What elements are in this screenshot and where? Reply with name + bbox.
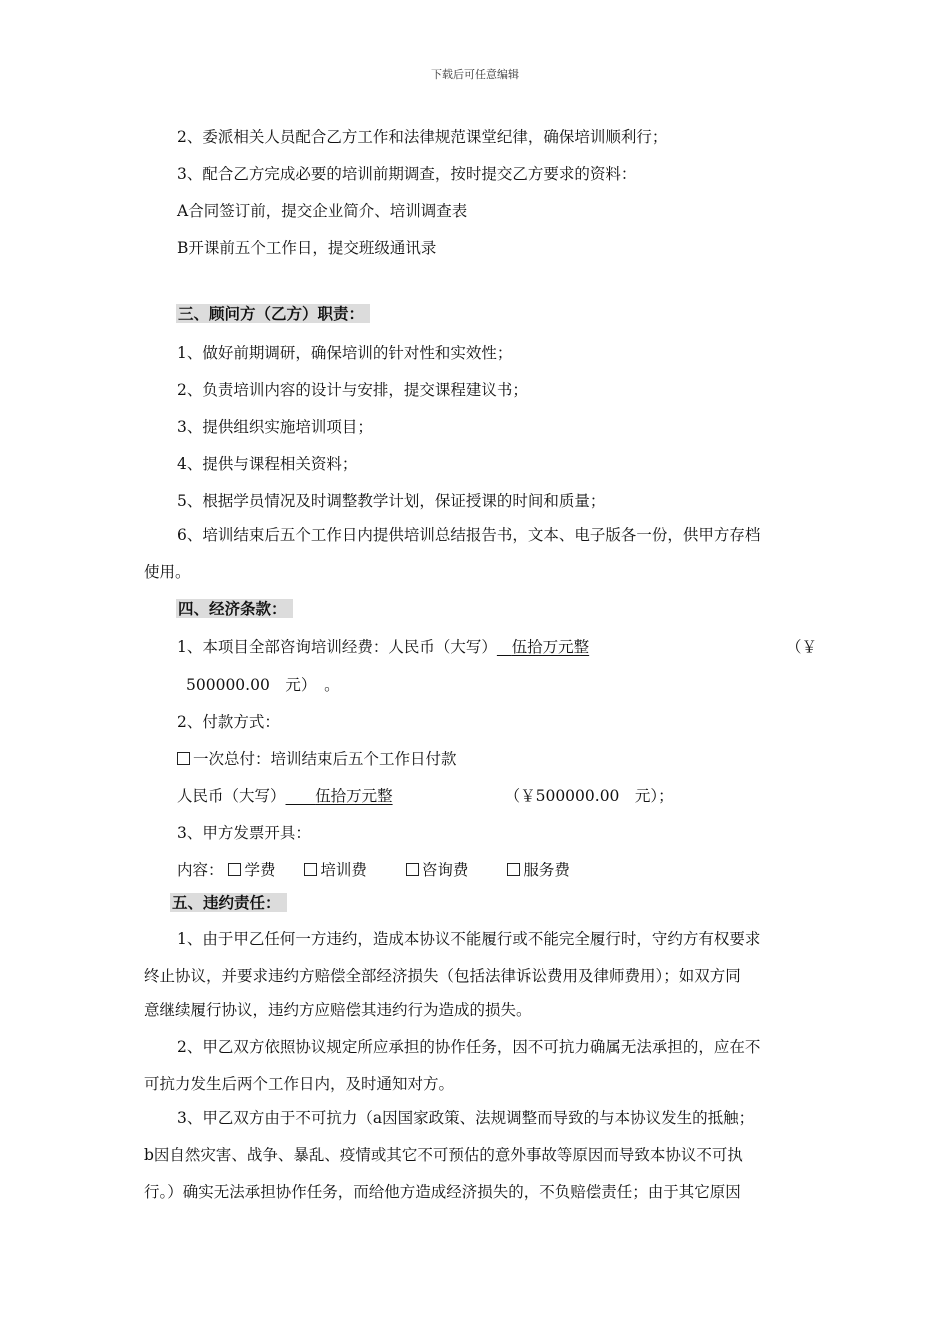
section-3-item-1: 1、做好前期调研，确保培训的针对性和实效性； (177, 344, 513, 362)
lump-sum-option[interactable] (177, 748, 457, 770)
section-5-line-2: 终止协议，并要求违约方赔偿全部经济损失（包括法律诉讼费用及律师费用）；如双方同 (144, 967, 741, 985)
rmb-suffix: （￥500000.00 元）； (504, 787, 674, 805)
lump-sum-text: 一次总付：培训结束后五个工作日付款 (193, 750, 457, 768)
fee-number: 500000.00 元） 。 (186, 676, 340, 694)
invoice-label: 3、甲方发票开具： (177, 824, 311, 842)
section-3-item-3: 3、提供组织实施培训项目； (177, 418, 373, 436)
page-header: 下载后可任意编辑 (431, 68, 519, 81)
invoice-option-service[interactable]: 服务费 (507, 861, 570, 879)
fee-suffix: （￥ (786, 638, 818, 656)
checkbox[interactable] (228, 863, 241, 876)
section-5-line-4: 2、甲乙双方依照协议规定所应承担的协作任务，因不可抗力确属无法承担的，应在不 (177, 1038, 761, 1056)
payment-method-label: 2、付款方式： (177, 713, 280, 731)
checkbox[interactable] (304, 863, 317, 876)
fee-prefix: 1、本项目全部咨询培训经费：人民币（大写） (177, 638, 497, 656)
lump-sum-checkbox[interactable] (177, 752, 190, 765)
party-a-item-2: 2、委派相关人员配合乙方工作和法律规范课堂纪律，确保培训顺利行； (177, 128, 668, 146)
rmb-line (177, 785, 674, 807)
invoice-option-consulting[interactable]: 咨询费 (406, 861, 469, 879)
section-3-item-4: 4、提供与课程相关资料； (177, 455, 358, 473)
section-3-item-2: 2、负责培训内容的设计与安排，提交课程建议书； (177, 381, 528, 399)
section-3-item-5: 5、根据学员情况及时调整教学计划，保证授课的时间和质量； (177, 492, 606, 510)
checkbox[interactable] (406, 863, 419, 876)
checkbox[interactable] (507, 863, 520, 876)
section-5-line-3: 意继续履行协议，违约方应赔偿其违约行为造成的损失。 (144, 1001, 532, 1019)
section-3-item-6: 6、培训结束后五个工作日内提供培训总结报告书，文本、电子版各一份，供甲方存档 (177, 526, 761, 544)
section-5-heading: 五、违约责任： (170, 893, 287, 912)
invoice-content-row (177, 859, 570, 881)
rmb-prefix: 人民币（大写） (177, 787, 286, 805)
section-5-line-6: 3、甲乙双方由于不可抗力（a因国家政策、法规调整而导致的与本协议发生的抵触； (177, 1109, 755, 1127)
invoice-option-tuition[interactable]: 学费 (228, 861, 275, 879)
section-5-line-1: 1、由于甲乙任何一方违约，造成本协议不能履行或不能完全履行时，守约方有权要求 (177, 930, 761, 948)
fee-line (177, 636, 747, 658)
party-a-item-a: A合同签订前，提交企业简介、培训调查表 (177, 202, 468, 220)
invoice-option-training[interactable]: 培训费 (304, 861, 367, 879)
section-5-line-5: 可抗力发生后两个工作日内，及时通知对方。 (144, 1075, 455, 1093)
section-5-line-7: b因自然灾害、战争、暴乱、疫情或其它不可预估的意外事故等原因而导致本协议不可执 (144, 1146, 743, 1164)
section-4-heading: 四、经济条款： (176, 599, 293, 618)
content-label: 内容： (177, 861, 224, 879)
fee-amount-words: 伍拾万元整 (511, 638, 590, 656)
party-a-item-3: 3、配合乙方完成必要的培训前期调查，按时提交乙方要求的资料： (177, 165, 637, 183)
section-3-item-6-cont: 使用。 (144, 563, 191, 581)
rmb-amount-words: 伍拾万元整 (315, 787, 393, 805)
party-a-item-b: B开课前五个工作日，提交班级通讯录 (177, 239, 437, 257)
section-3-heading: 三、顾问方（乙方）职责： (176, 304, 370, 323)
section-5-line-8: 行。）确实无法承担协作任务，而给他方造成经济损失的，不负赔偿责任；由于其它原因 (144, 1183, 741, 1201)
